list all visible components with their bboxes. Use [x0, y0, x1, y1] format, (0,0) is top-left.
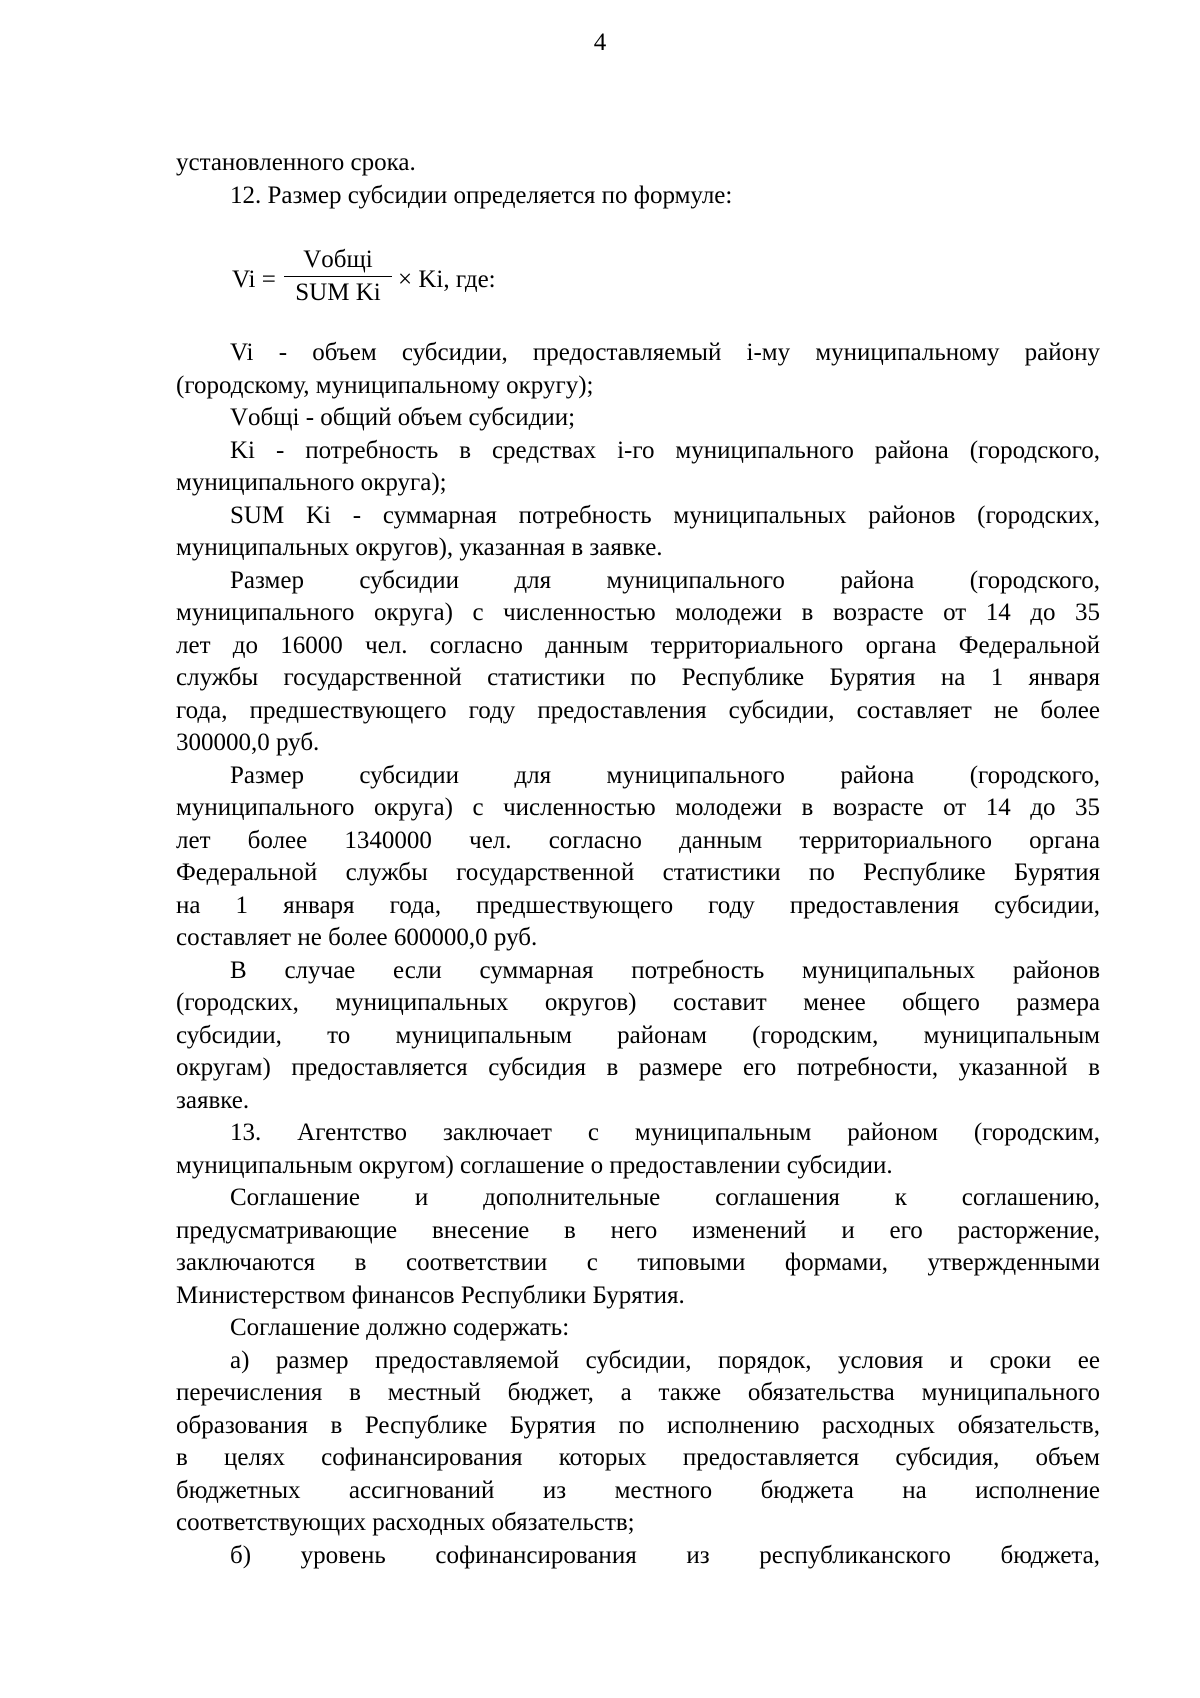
text-line: 12. Размер субсидии определяется по формуле: [230, 181, 733, 209]
text-line: предусматривающие внесение в него изменений и его расторжение, [176, 1216, 1100, 1244]
text-line: установленного срока. [176, 149, 416, 176]
text-line: лет до 16000 чел. согласно данным территориального органа Федеральной [176, 631, 1100, 659]
text-line: SUM Ki - суммарная потребность муниципальных районов (городских, [230, 501, 1100, 529]
text-line: округам) предоставляется субсидия в размере его потребности, указанной в [176, 1054, 1100, 1081]
document-body [176, 147, 1100, 1572]
text-line: соответствующих расходных обязательств; [176, 1509, 635, 1536]
text-line: Соглашение должно содержать: [230, 1314, 570, 1341]
fraction-bar [284, 276, 392, 277]
text-line: (городскому, муниципальному округу); [176, 371, 594, 399]
text-line: муниципального округа); [176, 469, 447, 496]
text-line: б) уровень софинансирования из республиканского бюджета, [230, 1541, 1100, 1569]
text-line: службы государственной статистики по Республике Бурятия на 1 января [176, 664, 1100, 691]
text-line: Vi - объем субсидии, предоставляемый i-му муниципальному району [230, 339, 1100, 366]
page-number: 4 [593, 29, 607, 56]
text-line: перечисления в местный бюджет, а также обязательства муниципального [176, 1379, 1100, 1406]
formula-numerator: Vобщi [303, 246, 373, 273]
text-line: бюджетных ассигнований из местного бюджета на исполнение [176, 1476, 1100, 1504]
text-line: Соглашение и дополнительные соглашения к соглашению, [230, 1184, 1100, 1211]
main-lines [176, 337, 1100, 1572]
subsidy-formula [176, 212, 1100, 337]
text-line: муниципальным округом) соглашение о предоставлении субсидии. [176, 1151, 893, 1179]
text-line: составляет не более 600000,0 руб. [176, 924, 538, 951]
text-line: заключаются в соответствии с типовыми формами, утвержденными [176, 1249, 1100, 1276]
text-line: года, предшествующего году предоставления субсидии, составляет не более [176, 696, 1100, 724]
text-line: заявке. [176, 1086, 250, 1114]
text-line: на 1 января года, предшествующего году предоставления субсидии, [176, 891, 1100, 919]
text-line: (городских, муниципальных округов) составит менее общего размера [176, 989, 1100, 1016]
text-line: а) размер предоставляемой субсидии, порядок, условия и сроки ее [230, 1346, 1100, 1374]
formula-lhs: Vi = [232, 266, 276, 293]
text-line: В случае если суммарная потребность муниципальных районов [230, 956, 1100, 984]
text-line: 13. Агентство заключает с муниципальным районом (городским, [230, 1119, 1100, 1146]
text-line: Размер субсидии для муниципального района (городского, [230, 566, 1100, 594]
text-line: Vобщi - общий объем субсидии; [230, 404, 576, 431]
text-line: Федеральной службы государственной статистики по Республике Бурятия [176, 859, 1100, 886]
text-line: муниципальных округов), указанная в заявке. [176, 534, 663, 561]
text-line: лет более 1340000 чел. согласно данным территориального органа [176, 826, 1100, 854]
text-line: образования в Республике Бурятия по исполнению расходных обязательств, [176, 1411, 1100, 1439]
text-line: муниципального округа) с численностью молодежи в возрасте от 14 до 35 [176, 599, 1100, 626]
formula-fraction [284, 246, 392, 307]
text-line: муниципального округа) с численностью молодежи в возрасте от 14 до 35 [176, 794, 1100, 821]
formula-denominator: SUM Ki [295, 279, 381, 306]
text-line: субсидии, то муниципальным районам (городским, муниципальным [176, 1021, 1100, 1049]
text-line: Ki - потребность в средствах i-го муниципального района (городского, [230, 436, 1100, 464]
text-line: Министерством финансов Республики Бурятия. [176, 1281, 685, 1309]
intro-lines [176, 147, 1100, 212]
formula-rhs: × Ki, где: [398, 266, 496, 293]
text-line: в целях софинансирования которых предоставляется субсидия, объем [176, 1444, 1100, 1471]
text-line: 300000,0 руб. [176, 729, 320, 756]
text-line: Размер субсидии для муниципального района (городского, [230, 761, 1100, 789]
